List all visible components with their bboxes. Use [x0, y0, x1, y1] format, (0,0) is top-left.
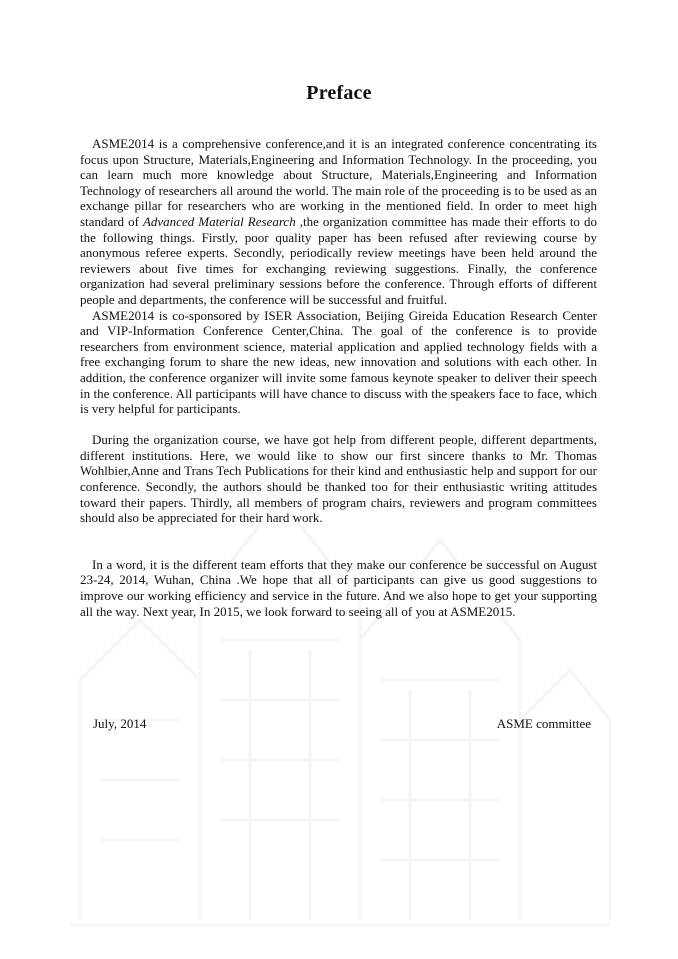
- paragraph-3: During the organization course, we have got help from different people, different departments, different institutions. Here, we would like to show our first sincere thanks to Mr. Thomas Wohlbier,Anne and Trans Tech Publications for their kind and enthusiastic help and support for our conference. Secondly, the authors should be thanked too for their enthusiastic writing attitudes toward their papers. Thirdly, all members of program chairs, reviewers and program committees should also be appreciated for their hard work.: [80, 432, 597, 526]
- signature-date: July, 2014: [93, 716, 147, 731]
- paragraph-1-text-b: ,the organization committee has made their efforts to do the following things. Firstly, poor quality paper has been refused after reviewing course by anonymous referee experts. Secondly, periodically review meetings have been held around the reviewers about five times for exchanging reviewing suggestions. Finally, the conference organization had several preliminary sessions before the conference. Through efforts of different people and departments, the conference will be successful and fruitful.: [80, 213, 597, 307]
- paragraph-2: ASME2014 is co-sponsored by ISER Association, Beijing Gireida Education Research Center and VIP-Information Conference Center,China. The goal of the conference is to provide researchers from environment science, material application and applied technology fields with a free exchanging forum to share the new ideas, new innovation and solutions with each other. In addition, the conference organizer will invite some famous keynote speaker to deliver their speech in the conference. All participants will have chance to discuss with the speakers face to face, which is very helpful for participants.: [80, 307, 597, 417]
- preface-body: [80, 136, 597, 619]
- paragraph-1-text-a: ASME2014 is a comprehensive conference,and it is an integrated conference concentrating its focus upon Structure, Materials,Engineering and Information Technology. In the proceeding, you can learn much more knowledge about Structure, Materials,Engineering and Information Technology of researchers all around the world. The main role of the proceeding is to be used as an exchange pillar for researchers who are working in the mentioned field. In order to meet high standard of: [80, 136, 597, 229]
- journal-name: Advanced Material Research: [142, 213, 296, 229]
- paragraph-1: [80, 136, 597, 308]
- paragraph-4: In a word, it is the different team efforts that they make our conference be successful on August 23-24, 2014, Wuhan, China .We hope that all of participants can give us good suggestions to improve our working efficiency and service in the future. And we also hope to get your supporting all the way. Next year, In 2015, we look forward to seeing all of you at ASME2015.: [80, 556, 597, 619]
- signature-organization: ASME committee: [496, 716, 591, 731]
- page-title: Preface: [306, 82, 372, 104]
